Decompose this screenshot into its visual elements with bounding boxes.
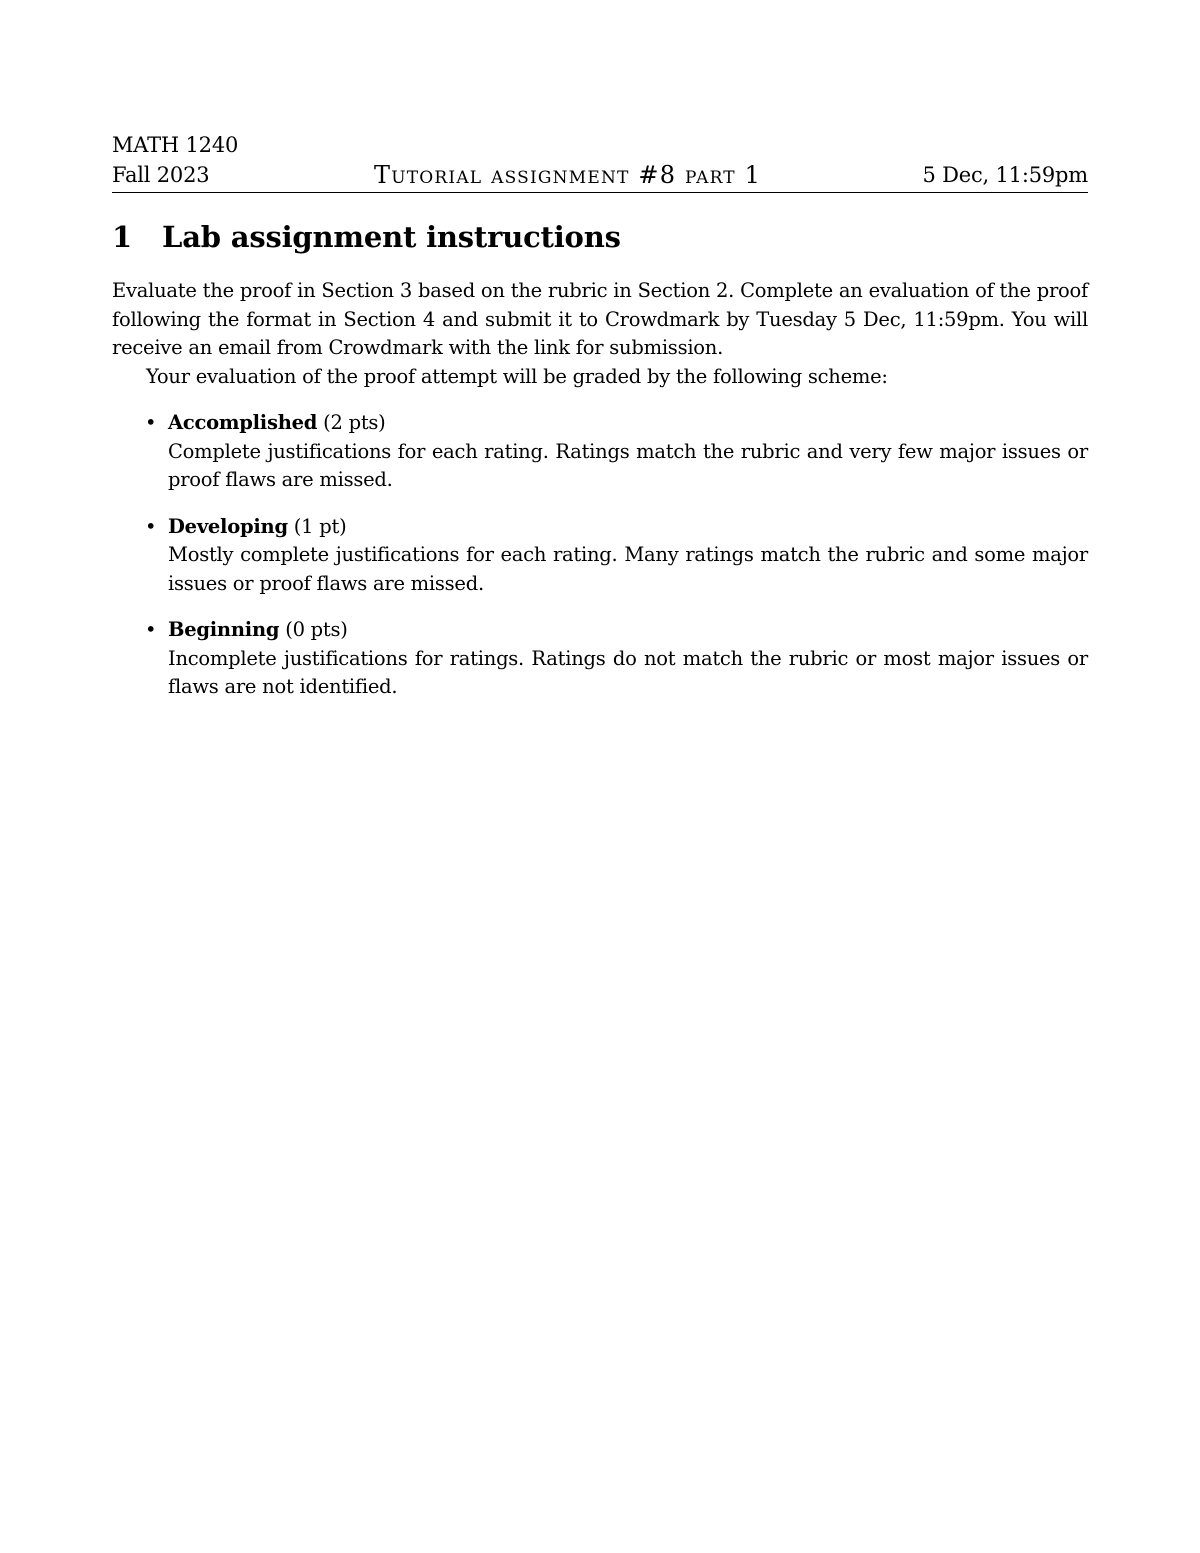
level-description: Incomplete justifications for ratings. Ratings do not match the rubric or most major issues or flaws are not identified. [168, 646, 1088, 698]
level-points: (1 pt) [293, 514, 347, 538]
bullet-icon: • [145, 514, 157, 538]
level-points: (0 pts) [285, 618, 348, 641]
level-name: Developing [168, 514, 288, 538]
section-title: Lab assignment instructions [162, 220, 621, 254]
list-item [112, 409, 1088, 495]
grading-scheme-list [112, 409, 1088, 702]
page-header [112, 160, 1088, 190]
level-name: Accomplished [168, 411, 318, 434]
document-title: Tutorial assignment #8 part 1 [374, 161, 762, 189]
course-code: MATH 1240 [112, 133, 239, 157]
section-heading [112, 217, 1088, 257]
bullet-icon: • [145, 618, 157, 641]
list-item [112, 616, 1088, 702]
level-description: Mostly complete justifications for each rating. Many ratings match the rubric and some major issues or proof flaws are missed. [168, 543, 1088, 595]
section-number: 1 [112, 220, 132, 254]
level-description: Complete justifications for each rating. Ratings match the rubric and very few major issues or proof flaws are missed. [168, 439, 1088, 491]
instructions-paragraph: Evaluate the proof in Section 3 based on the rubric in Section 2. Complete an evaluation of the proof following the format in Section 4 and submit it to Crowdmark by Tuesday 5 Dec, 11:59pm. You will receive an email from Crowdmark with the link for submission. [112, 279, 1088, 359]
due-date: 5 Dec, 11:59pm [922, 163, 1088, 187]
level-name: Beginning [168, 618, 280, 641]
term: Fall 2023 [112, 163, 210, 187]
list-item [112, 513, 1088, 599]
document-page [112, 130, 1088, 720]
bullet-icon: • [145, 411, 157, 434]
level-points: (2 pts) [323, 411, 386, 434]
header-rule [112, 192, 1088, 193]
grading-intro: Your evaluation of the proof attempt will be graded by the following scheme: [146, 364, 888, 388]
